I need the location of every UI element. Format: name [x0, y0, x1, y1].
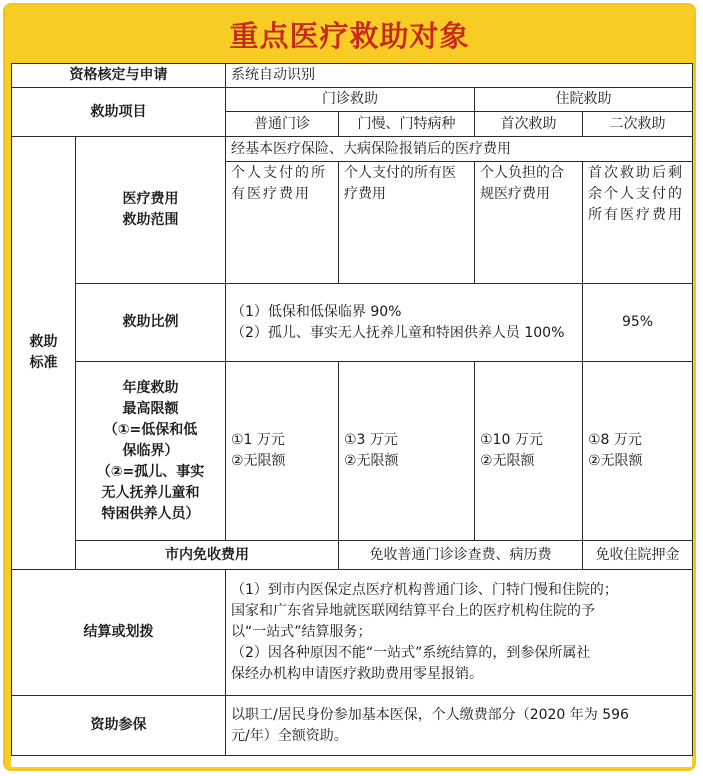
- limit-chronic-outpatient-2: ②无限额: [344, 453, 399, 469]
- policy-table-container: [11, 63, 692, 767]
- scope-second-aid: 首次救助后剩余个人支付的所有医疗费用: [583, 162, 693, 284]
- policy-table: [11, 63, 693, 756]
- insurance-text: [226, 696, 693, 756]
- settlement-label: 结算或划拨: [12, 570, 226, 696]
- limit-second-aid: [583, 362, 693, 541]
- sub-header-chronic-outpatient: 门慢、门特病种: [339, 112, 475, 137]
- inpatient-header: 住院救助: [475, 88, 693, 112]
- row-ratio: [12, 284, 693, 362]
- limit-first-aid-2: ②无限额: [480, 453, 535, 469]
- limit-general-outpatient: [226, 362, 339, 541]
- page-title: 重点医疗救助对象: [229, 18, 470, 53]
- limit-label-line-2: 最高限额: [122, 400, 179, 417]
- insurance-line-2: 元/年）全额资助。: [231, 727, 348, 744]
- settlement-line-4: （2）因各种原因不能“一站式”系统结算的，到参保所属社: [231, 645, 591, 661]
- limit-label: [76, 362, 226, 541]
- ratio-label: 救助比例: [76, 284, 226, 362]
- ratio-inpatient: 95%: [583, 284, 693, 362]
- limit-label-line-3: （①=低保和低: [103, 421, 198, 438]
- eligibility-label: 资格核定与申请: [12, 64, 226, 88]
- limit-second-aid-2: ②无限额: [588, 453, 643, 469]
- limit-label-line-7: 特困供养人员）: [101, 505, 200, 522]
- row-insurance: [12, 696, 693, 756]
- limit-label-line-4: 保临界）: [122, 442, 179, 459]
- scope-general-outpatient: 个人支付的所有医疗费用: [226, 162, 339, 284]
- sub-header-general-outpatient: 普通门诊: [226, 112, 339, 137]
- scope-label: [76, 137, 226, 284]
- limit-chronic-outpatient: [339, 362, 475, 541]
- eligibility-value: 系统自动识别: [226, 64, 693, 88]
- items-label: 救助项目: [12, 88, 226, 137]
- limit-second-aid-1: ①8 万元: [588, 432, 642, 448]
- row-settlement: [12, 570, 693, 696]
- limit-first-aid-1: ①10 万元: [480, 432, 543, 448]
- standard-label: [12, 137, 76, 570]
- limit-label-line-1: 年度救助: [122, 379, 179, 396]
- row-scope-header: [12, 137, 693, 162]
- standard-label-line-1: 救助: [29, 334, 58, 350]
- ratio-line-1: （1）低保和低保临界 90%: [231, 303, 402, 320]
- limit-chronic-outpatient-1: ①3 万元: [344, 432, 398, 448]
- settlement-text: [226, 570, 693, 696]
- outpatient-header: 门诊救助: [226, 88, 475, 112]
- free-label: 市内免收费用: [76, 541, 339, 570]
- ratio-outpatient: [226, 284, 583, 362]
- free-inpatient: 免收住院押金: [583, 541, 693, 570]
- limit-first-aid: [475, 362, 583, 541]
- scope-label-line-2: 救助范围: [122, 212, 179, 228]
- limit-label-line-5: （②=孤儿、事实: [96, 463, 205, 480]
- limit-label-line-6: 无人抚养儿童和: [101, 484, 200, 501]
- scope-chronic-outpatient: 个人支付的所有医疗费用: [339, 162, 475, 284]
- poster-frame: [3, 3, 696, 771]
- scope-first-aid: 个人负担的合规医疗费用: [475, 162, 583, 284]
- standard-label-line-2: 标准: [29, 355, 58, 371]
- settlement-line-5: 保经办机构申请医疗救助费用零星报销。: [231, 666, 483, 682]
- sub-header-first-aid: 首次救助: [475, 112, 583, 137]
- limit-general-outpatient-2: ②无限额: [231, 453, 286, 469]
- free-outpatient: 免收普通门诊诊查费、病历费: [339, 541, 583, 570]
- settlement-line-2: 国家和广东省异地就医联网结算平台上的医疗机构住院的予: [231, 603, 595, 619]
- settlement-line-3: 以“一站式”结算服务；: [231, 624, 372, 640]
- limit-general-outpatient-1: ①1 万元: [231, 432, 285, 448]
- row-free: [12, 541, 693, 570]
- row-eligibility: [12, 64, 693, 88]
- settlement-line-1: （1）到市内医保定点医疗机构普通门诊、门特门慢和住院的；: [231, 582, 618, 598]
- insurance-label: 资助参保: [12, 696, 226, 756]
- row-limit: [12, 362, 693, 541]
- row-items-header: [12, 88, 693, 112]
- sub-header-second-aid: 二次救助: [583, 112, 693, 137]
- insurance-line-1: 以职工/居民身份参加基本医保，个人缴费部分（2020 年为 596: [231, 706, 629, 723]
- ratio-line-2: （2）孤儿、事实无人抚养儿童和特困供养人员 100%: [231, 324, 565, 341]
- scope-label-line-1: 医疗费用: [122, 191, 179, 207]
- scope-header: 经基本医疗保险、大病保险报销后的医疗费用: [226, 137, 693, 162]
